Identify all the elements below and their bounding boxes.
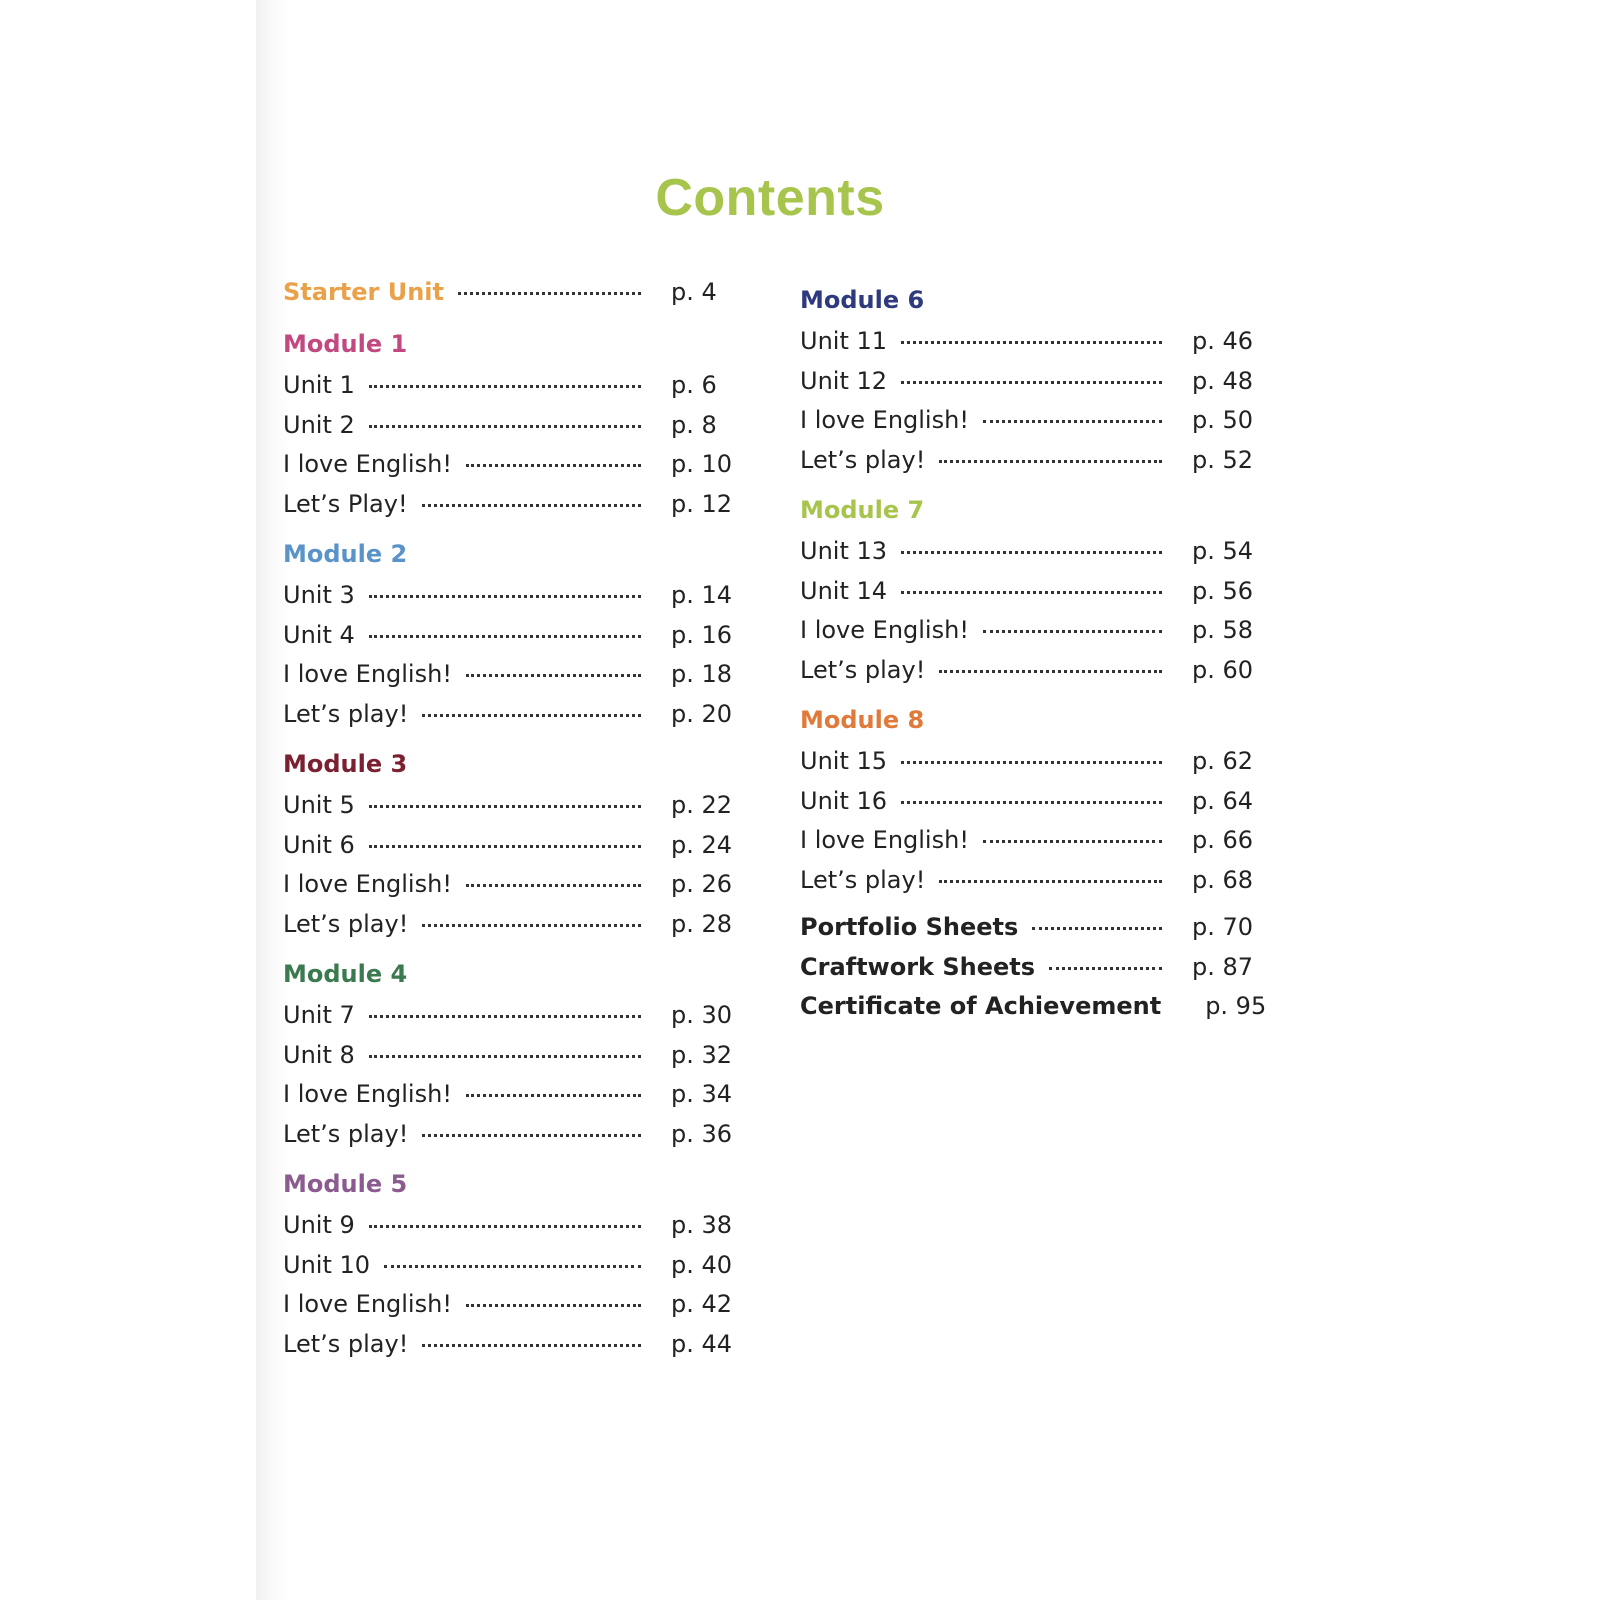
toc-entry-label: I love English! xyxy=(283,1290,452,1318)
toc-entry-page: p. 30 xyxy=(671,1001,733,1029)
toc-entry-label: Let’s Play! xyxy=(283,489,408,518)
dot-leader xyxy=(939,460,1162,463)
dot-leader xyxy=(983,840,1162,843)
dot-leader xyxy=(422,924,641,927)
toc-entry-label: I love English! xyxy=(800,826,969,854)
toc-entry-label: Unit 12 xyxy=(800,366,888,395)
dot-leader xyxy=(384,1265,641,1268)
toc-entry[interactable] xyxy=(800,651,1260,691)
dot-leader xyxy=(901,341,1162,344)
toc-entry-page: p. 40 xyxy=(671,1250,733,1279)
module-group xyxy=(800,488,1260,690)
module-title: Module 7 xyxy=(800,496,925,524)
toc-entry-page: p. 54 xyxy=(1192,537,1254,565)
toc-entry-page: p. 64 xyxy=(1192,786,1254,815)
dot-leader xyxy=(422,714,641,717)
module-group xyxy=(283,742,733,944)
toc-entry-page: p. 38 xyxy=(671,1211,733,1239)
toc-entry-label: I love English! xyxy=(800,406,969,434)
toc-entry-label: Unit 10 xyxy=(283,1250,371,1279)
toc-entry[interactable] xyxy=(283,1036,733,1076)
toc-entry[interactable] xyxy=(283,655,733,695)
toc-entry-label: Portfolio Sheets xyxy=(800,913,1019,941)
toc-entry-page: p. 32 xyxy=(671,1040,733,1069)
toc-entry-label: I love English! xyxy=(283,450,452,478)
toc-entry[interactable] xyxy=(283,445,733,485)
toc-entry-label: Unit 6 xyxy=(283,830,355,859)
toc-entry[interactable] xyxy=(283,786,733,826)
module-title: Module 1 xyxy=(283,330,408,358)
toc-entry[interactable] xyxy=(800,362,1260,402)
toc-entry[interactable] xyxy=(800,572,1260,612)
toc-entry-label: Let’s play! xyxy=(800,445,926,474)
module-title: Module 3 xyxy=(283,750,408,778)
toc-entry-page: p. 66 xyxy=(1192,826,1254,854)
dot-leader xyxy=(369,635,641,638)
toc-entry-page: p. 6 xyxy=(671,371,717,399)
toc-entry-craftwork-sheets[interactable] xyxy=(800,948,1260,988)
toc-entry[interactable] xyxy=(283,406,733,446)
dot-leader xyxy=(422,1344,641,1347)
toc-entry[interactable] xyxy=(800,821,1260,861)
toc-entry-page: p. 46 xyxy=(1192,327,1254,355)
toc-entry-page: p. 42 xyxy=(671,1290,733,1318)
toc-entry-page: p. 18 xyxy=(671,660,733,688)
dot-leader xyxy=(369,385,641,388)
toc-entry-label: Let’s play! xyxy=(283,1329,409,1358)
toc-entry[interactable] xyxy=(283,1325,733,1365)
toc-entry[interactable] xyxy=(283,865,733,905)
contents-left-column xyxy=(283,272,733,1372)
toc-entry[interactable] xyxy=(283,616,733,656)
dot-leader xyxy=(466,884,641,887)
toc-entry[interactable] xyxy=(283,485,733,525)
module-group xyxy=(283,322,733,524)
toc-entry-label: Unit 3 xyxy=(283,581,355,609)
module-title: Module 5 xyxy=(283,1170,408,1198)
dot-leader xyxy=(901,761,1162,764)
page-gutter xyxy=(0,0,260,1600)
toc-entry-label: Unit 14 xyxy=(800,576,888,605)
toc-entry-label: Unit 7 xyxy=(283,1001,355,1029)
toc-entry-label: Unit 1 xyxy=(283,371,355,399)
toc-entry-label: Let’s play! xyxy=(800,655,926,684)
toc-entry-page: p. 87 xyxy=(1192,952,1254,981)
toc-entry[interactable] xyxy=(800,611,1260,651)
toc-entry-starter-unit[interactable] xyxy=(283,272,733,312)
toc-entry-page: p. 8 xyxy=(671,410,717,439)
dot-leader xyxy=(422,1134,641,1137)
module-title: Module 6 xyxy=(800,286,925,314)
dot-leader xyxy=(466,464,641,467)
dot-leader xyxy=(458,292,641,295)
toc-entry-page: p. 52 xyxy=(1192,445,1254,474)
toc-entry-page: p. 62 xyxy=(1192,747,1254,775)
dot-leader xyxy=(901,801,1162,804)
dot-leader xyxy=(466,1304,641,1307)
toc-entry[interactable] xyxy=(800,861,1260,901)
toc-entry-label: Starter Unit xyxy=(283,278,445,306)
toc-entry[interactable] xyxy=(800,742,1260,782)
module-group xyxy=(283,532,733,734)
toc-entry-label: Unit 8 xyxy=(283,1040,355,1069)
dot-leader xyxy=(1049,967,1162,970)
toc-entry-page: p. 26 xyxy=(671,870,733,898)
contents-right-column xyxy=(800,278,1267,1035)
dot-leader xyxy=(369,425,641,428)
toc-entry-page: p. 24 xyxy=(671,830,733,859)
toc-entry-page: p. 50 xyxy=(1192,406,1254,434)
toc-entry-page: p. 10 xyxy=(671,450,733,478)
module-group xyxy=(283,1162,733,1364)
module-title: Module 4 xyxy=(283,960,408,988)
toc-entry[interactable] xyxy=(283,996,733,1036)
dot-leader xyxy=(983,420,1162,423)
toc-entry-label: Unit 2 xyxy=(283,410,355,439)
toc-entry[interactable] xyxy=(800,401,1260,441)
dot-leader xyxy=(466,674,641,677)
toc-entry-label: Unit 4 xyxy=(283,620,355,649)
toc-entry-label: Unit 16 xyxy=(800,786,888,815)
dot-leader xyxy=(939,880,1162,883)
toc-entry-page: p. 68 xyxy=(1192,865,1254,894)
page-title: Contents xyxy=(655,169,885,227)
toc-entry-page: p. 22 xyxy=(671,791,733,819)
toc-entry-label: Unit 11 xyxy=(800,327,888,355)
toc-entry-label: I love English! xyxy=(283,870,452,898)
toc-entry[interactable] xyxy=(283,1285,733,1325)
toc-entry-page: p. 60 xyxy=(1192,655,1254,684)
toc-entry-page: p. 12 xyxy=(671,489,733,518)
toc-entry-page: p. 95 xyxy=(1205,992,1267,1020)
dot-leader xyxy=(983,630,1162,633)
dot-leader xyxy=(369,1015,641,1018)
dot-leader xyxy=(1032,927,1162,930)
toc-entry[interactable] xyxy=(800,322,1260,362)
module-title: Module 8 xyxy=(800,706,925,734)
toc-entry[interactable] xyxy=(283,366,733,406)
appendix-group xyxy=(800,908,1267,1027)
toc-entry-page: p. 4 xyxy=(671,278,717,306)
toc-entry-label: Unit 15 xyxy=(800,747,888,775)
toc-entry[interactable] xyxy=(800,441,1260,481)
module-group xyxy=(800,698,1260,900)
toc-entry[interactable] xyxy=(283,1206,733,1246)
module-group xyxy=(800,278,1260,480)
toc-entry-page: p. 44 xyxy=(671,1329,733,1358)
toc-entry-page: p. 48 xyxy=(1192,366,1254,395)
toc-entry-page: p. 34 xyxy=(671,1080,733,1108)
toc-entry-certificate[interactable] xyxy=(800,987,1267,1027)
toc-entry-label: Unit 5 xyxy=(283,791,355,819)
toc-entry-label: Craftwork Sheets xyxy=(800,952,1036,981)
toc-entry[interactable] xyxy=(283,1075,733,1115)
toc-entry-page: p. 36 xyxy=(671,1119,733,1148)
toc-entry-page: p. 28 xyxy=(671,909,733,938)
toc-entry-page: p. 16 xyxy=(671,620,733,649)
toc-entry-label: Let’s play! xyxy=(283,1119,409,1148)
toc-entry-label: I love English! xyxy=(800,616,969,644)
toc-entry-page: p. 56 xyxy=(1192,576,1254,605)
toc-entry-page: p. 70 xyxy=(1192,913,1254,941)
toc-entry-portfolio-sheets[interactable] xyxy=(800,908,1260,948)
toc-entry[interactable] xyxy=(283,826,733,866)
dot-leader xyxy=(369,1055,641,1058)
dot-leader xyxy=(939,670,1162,673)
toc-entry-label: I love English! xyxy=(283,1080,452,1108)
toc-entry[interactable] xyxy=(283,576,733,616)
dot-leader xyxy=(901,551,1162,554)
dot-leader xyxy=(422,504,641,507)
dot-leader xyxy=(466,1094,641,1097)
module-title: Module 2 xyxy=(283,540,408,568)
dot-leader xyxy=(369,1225,641,1228)
toc-entry-page: p. 14 xyxy=(671,581,733,609)
toc-entry-page: p. 20 xyxy=(671,699,733,728)
toc-entry-label: Let’s play! xyxy=(800,865,926,894)
toc-entry[interactable] xyxy=(800,782,1260,822)
toc-entry-page: p. 58 xyxy=(1192,616,1254,644)
toc-entry[interactable] xyxy=(283,1115,733,1155)
toc-entry-label: Certificate of Achievement xyxy=(800,992,1162,1020)
toc-entry-label: I love English! xyxy=(283,660,452,688)
toc-entry[interactable] xyxy=(800,532,1260,572)
toc-entry[interactable] xyxy=(283,905,733,945)
toc-entry-label: Let’s play! xyxy=(283,699,409,728)
dot-leader xyxy=(901,591,1162,594)
toc-entry-label: Let’s play! xyxy=(283,909,409,938)
dot-leader xyxy=(901,381,1162,384)
toc-entry-label: Unit 9 xyxy=(283,1211,355,1239)
dot-leader xyxy=(369,595,641,598)
toc-entry[interactable] xyxy=(283,1246,733,1286)
dot-leader xyxy=(369,805,641,808)
module-group xyxy=(283,952,733,1154)
dot-leader xyxy=(369,845,641,848)
toc-entry-label: Unit 13 xyxy=(800,537,888,565)
toc-entry[interactable] xyxy=(283,695,733,735)
